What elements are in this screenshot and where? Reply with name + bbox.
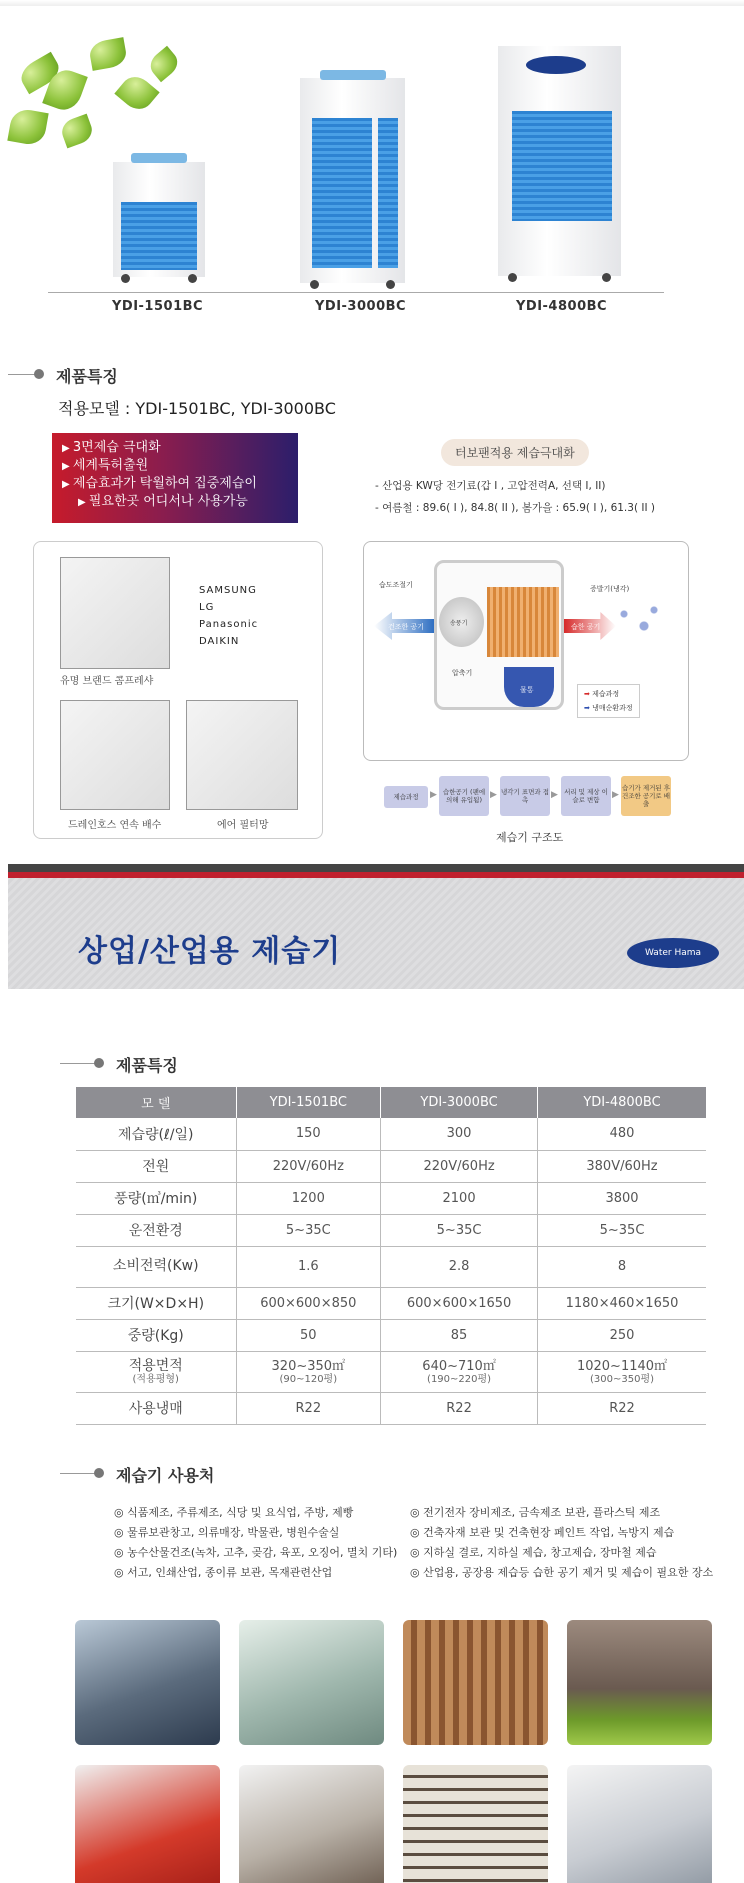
- flow-step-2: 습한공기 (팬에 의해 유입됨): [439, 776, 489, 816]
- tank-label: 물통: [520, 686, 534, 694]
- cell: [538, 1351, 706, 1392]
- ydi-4800bc-image: [498, 46, 621, 276]
- cell-sub: (190~220평): [427, 1373, 492, 1385]
- list-item: ◎ 물류보관창고, 의류매장, 박물관, 병원수술실: [114, 1526, 340, 1539]
- table-row: [76, 1214, 706, 1246]
- list-item: ◎ 전기전자 장비제조, 금속제조 보관, 플라스틱 제조: [410, 1506, 661, 1519]
- cell: R22: [381, 1392, 538, 1424]
- list-item: ◎ 식품제조, 주류제조, 식당 및 요식업, 주방, 제빵: [114, 1506, 354, 1519]
- list-item: ◎ 건축자재 보관 및 건축현장 페인트 작업, 녹방지 제습: [410, 1526, 675, 1539]
- compressor-label: 압축기: [452, 669, 473, 677]
- table-row: [76, 1182, 706, 1214]
- highlight-3: ▶ 제습효과가 탁월하여 집중제습이: [62, 475, 288, 493]
- brand-daikin: DAIKIN: [199, 636, 240, 647]
- row-label: 제습량(ℓ/일): [76, 1118, 236, 1150]
- spec-header-cell: 모 델: [76, 1087, 236, 1118]
- table-row: [76, 1351, 706, 1392]
- cell: 50: [236, 1319, 381, 1351]
- spec-title: 제품특징: [116, 1056, 178, 1075]
- banner-red-stripe: [8, 872, 744, 878]
- usage-photo-factory: [75, 1620, 220, 1745]
- brand-list: [199, 582, 258, 650]
- usage-photo-drying-squid: [403, 1620, 548, 1745]
- top-edge: [0, 0, 744, 6]
- compressor-photo: [60, 557, 170, 669]
- highlight-2: ▶ 세계특허출원: [62, 457, 288, 475]
- table-row: [76, 1319, 706, 1351]
- flow-step-5: 습기가 제거된 후 건조한 공기로 배출: [621, 776, 671, 816]
- cell: 2.8: [381, 1246, 538, 1287]
- list-item: ◎ 농수산물건조(녹차, 고추, 곶감, 육포, 오징어, 멸치 기타): [114, 1546, 398, 1559]
- note-1: - 산업용 KW당 전기료(갑 I , 고압전력A, 선택 I, II): [375, 480, 606, 492]
- water-hama-logo: Water Hama: [627, 938, 719, 968]
- cell: 600×600×850: [236, 1287, 381, 1319]
- section-bullet: [94, 1468, 104, 1478]
- usage-list-right: [410, 1503, 713, 1583]
- cell: 5~35C: [538, 1214, 706, 1246]
- banner-title: 상업/산업용 제습기: [78, 934, 342, 969]
- turbo-badge: 터보팬적용 제습극대화: [441, 439, 589, 466]
- flow-arrow-icon: ▶: [490, 790, 497, 800]
- spec-header-row: [76, 1087, 706, 1118]
- cell: 220V/60Hz: [236, 1150, 381, 1182]
- spec-header-cell: YDI-4800BC: [538, 1087, 706, 1118]
- feature-highlights: [52, 433, 298, 523]
- row-label: 소비전력(Kw): [76, 1246, 236, 1287]
- applicable-models: 적용모델 : YDI-1501BC, YDI-3000BC: [58, 399, 336, 418]
- cell: 220V/60Hz: [381, 1150, 538, 1182]
- cell: 85: [381, 1319, 538, 1351]
- model-label-4800: YDI-4800BC: [516, 299, 608, 314]
- coil-icon: [487, 587, 559, 657]
- cell: 300: [381, 1118, 538, 1150]
- table-row: [76, 1392, 706, 1424]
- fan-label: 송풍기: [450, 620, 468, 627]
- table-row: [76, 1150, 706, 1182]
- flow-step-4: 서리 및 제상 이슬로 변함: [561, 776, 611, 816]
- row-label: 전원: [76, 1150, 236, 1182]
- spec-header-cell: YDI-1501BC: [236, 1087, 381, 1118]
- cell: 3800: [538, 1182, 706, 1214]
- cell-main: 320~350㎡: [271, 1358, 346, 1374]
- table-row: [76, 1287, 706, 1319]
- spec-table: [76, 1087, 706, 1425]
- model-label-3000: YDI-3000BC: [315, 299, 407, 314]
- brand-panasonic: Panasonic: [199, 619, 259, 630]
- list-item: ◎ 산업용, 공장용 제습등 습한 공기 제거 및 제습이 필요한 장소: [410, 1566, 714, 1579]
- flow-arrow-icon: ▶: [551, 790, 558, 800]
- ydi-1501bc-image: [113, 162, 205, 277]
- cell: 1180×460×1650: [538, 1287, 706, 1319]
- dry-air-label: 건조한 공기: [388, 623, 425, 631]
- cell-main: 640~710㎡: [422, 1358, 496, 1374]
- cell: R22: [538, 1392, 706, 1424]
- flow-step-1: 제습과정: [384, 786, 428, 808]
- row-label: 사용냉매: [76, 1392, 236, 1424]
- usage-photo-tea-drying: [567, 1620, 712, 1745]
- section-bullet: [34, 369, 44, 379]
- cell-main: 1020~1140㎡: [576, 1358, 668, 1374]
- cell: 380V/60Hz: [538, 1150, 706, 1182]
- row-label-sub: (적용평형): [132, 1373, 179, 1385]
- usage-photo-cleanroom: [239, 1620, 384, 1745]
- cell: [236, 1351, 381, 1392]
- usage-photo-warehouse: [403, 1765, 548, 1883]
- section-bullet: [94, 1058, 104, 1068]
- diagram-caption: 제습기 구조도: [496, 831, 564, 844]
- banner-top-bar: [8, 864, 744, 872]
- spec-header-cell: YDI-3000BC: [381, 1087, 538, 1118]
- cell: 480: [538, 1118, 706, 1150]
- cell-sub: (90~120평): [279, 1373, 338, 1385]
- cell: 8: [538, 1246, 706, 1287]
- note-2: - 여름철 : 89.6( I ), 84.8( II ), 봄가을 : 65.9( I ), 61.3( II ): [375, 502, 656, 514]
- cell: 1200: [236, 1182, 381, 1214]
- cell: 5~35C: [381, 1214, 538, 1246]
- cell: 150: [236, 1118, 381, 1150]
- components-panel: [33, 541, 323, 839]
- table-row: [76, 1118, 706, 1150]
- row-label-main: 적용면적: [128, 1357, 183, 1374]
- flow-step-3: 냉각기 표면과 접촉: [500, 776, 550, 816]
- table-row: [76, 1246, 706, 1287]
- row-label: 풍량(㎥/min): [76, 1182, 236, 1214]
- filter-caption: 에어 필터망: [217, 820, 269, 831]
- features-title: 제품특징: [56, 367, 118, 386]
- cell: 5~35C: [236, 1214, 381, 1246]
- compressor-caption: 유명 브랜드 콤프레샤: [60, 676, 154, 687]
- flow-arrow-icon: ▶: [430, 790, 437, 800]
- brand-samsung: SAMSUNG: [199, 585, 257, 596]
- usage-list-left: [114, 1503, 397, 1583]
- cell-sub: (300~350평): [590, 1373, 655, 1385]
- legend-refrigerant: 냉매순환과정: [592, 704, 633, 712]
- legend: ➡ 제습과정 ➡ 냉매순환과정: [577, 684, 640, 718]
- droplets-icon: [614, 602, 664, 642]
- highlight-1: ▶ 3면제습 극대화: [62, 439, 288, 457]
- cell: 250: [538, 1319, 706, 1351]
- cell: 2100: [381, 1182, 538, 1214]
- list-item: ◎ 지하실 결로, 지하실 제습, 창고제습, 장마철 제습: [410, 1546, 657, 1559]
- cell: R22: [236, 1392, 381, 1424]
- usage-photo-pepper: [75, 1765, 220, 1883]
- row-label: 중량(Kg): [76, 1319, 236, 1351]
- filter-photo: [186, 700, 298, 810]
- humid-air-label: 습한 공기: [571, 623, 601, 631]
- highlight-4: ▶ 필요한곳 어디서나 사용가능: [62, 493, 288, 511]
- row-label: 운전환경: [76, 1214, 236, 1246]
- drain-photo: [60, 700, 170, 810]
- cell: 600×600×1650: [381, 1287, 538, 1319]
- product-baseline: [48, 292, 664, 293]
- brand-lg: LG: [199, 602, 215, 613]
- cell: 1.6: [236, 1246, 381, 1287]
- row-label: 크기(W×D×H): [76, 1287, 236, 1319]
- diagram-humidistat-label: 습도조절기: [379, 581, 413, 589]
- model-label-1501: YDI-1501BC: [112, 299, 204, 314]
- cell: [381, 1351, 538, 1392]
- list-item: ◎ 서고, 인쇄산업, 종이류 보관, 목재관련산업: [114, 1566, 333, 1579]
- ydi-3000bc-image: [300, 78, 405, 283]
- row-label: [76, 1351, 236, 1392]
- drain-caption: 드레인호스 연속 배수: [68, 820, 162, 831]
- dehumidifier-diagram: [363, 541, 689, 761]
- usage-title: 제습기 사용처: [116, 1466, 215, 1485]
- usage-photo-kitchen: [239, 1765, 384, 1883]
- flow-arrow-icon: ▶: [612, 790, 619, 800]
- legend-dehumid: 제습과정: [592, 690, 620, 698]
- diagram-evaporator-label: 증발기(냉각): [590, 585, 630, 593]
- usage-photo-electronics: [567, 1765, 712, 1883]
